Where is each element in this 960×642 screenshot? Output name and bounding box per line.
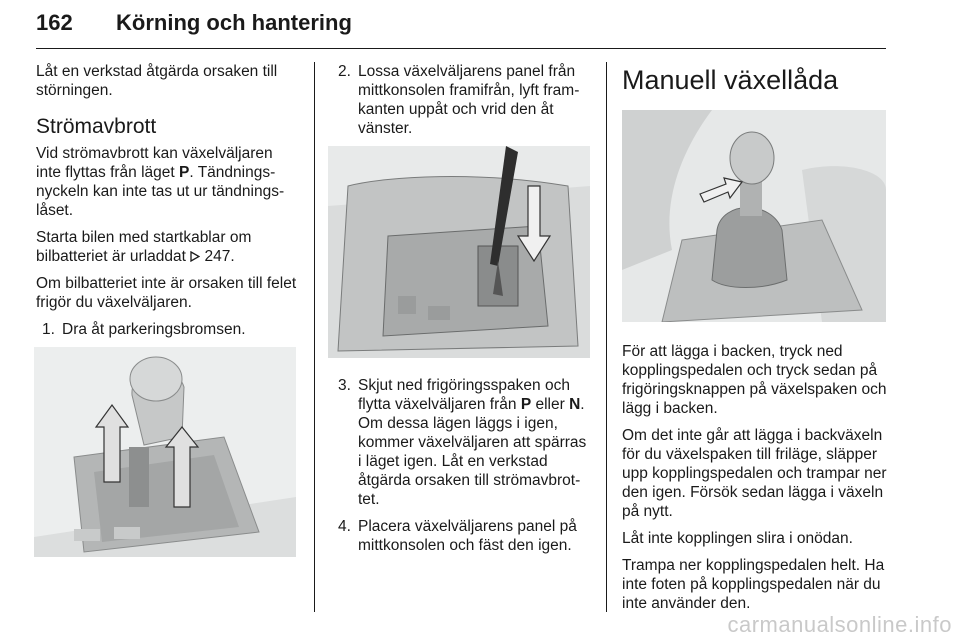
- illustration-parking-brake: [34, 347, 296, 557]
- reverse-gear-retry-para: Om det inte går att lägga i backväxeln för du växelspaken till friläge, släpper upp kopplingspedalen och trampar ner den igen. Försök sedan lägga i växeln på nytt.: [622, 427, 887, 520]
- column-middle: [332, 62, 594, 563]
- clutch-slip-para: Låt inte kopplingen slira i onödan.: [622, 530, 853, 547]
- illustration-selector-panel: [328, 146, 590, 358]
- header-rule: [36, 48, 886, 49]
- page-number: 162: [36, 10, 73, 35]
- watermark: carmanualsonline.info: [727, 612, 952, 637]
- section-heading-power-failure: Strömavbrott: [36, 115, 157, 138]
- release-selector-para: Om bilbatteriet inte är orsaken till felet frigör du växelväljaren.: [36, 275, 297, 311]
- column-left: [36, 62, 300, 575]
- page-reference[interactable]: 247: [204, 248, 231, 265]
- column-divider-left: [314, 62, 315, 612]
- illustration-manual-gear-lever: [622, 110, 886, 322]
- step-1: 1. Dra åt parkeringsbromsen.: [42, 321, 246, 338]
- triangle-reference-icon: [190, 251, 200, 262]
- jump-start-para: Starta bilen med startkablar om bilbatteriet är urladdat 247.: [36, 229, 252, 265]
- section-heading-manual-gearbox: Manuell växellåda: [622, 65, 839, 95]
- clutch-pedal-para: Trampa ner kopplingspedalen helt. Ha inte foten på kopplingspedalen när du inte använder den.: [622, 557, 885, 612]
- power-failure-para: Vid strömavbrott kan växelväljaren inte flyttas från läget P. Tändningsnyckeln kan inte tas ut ur tändningslåset.: [36, 145, 285, 219]
- column-divider-right: [606, 62, 607, 612]
- step-3: 3. Skjut ned frigöringsspaken och flytta växelväljaren från P eller N. Om dessa lägen läggs i igen, kommer växelväljaren att spärras i läget igen. Låt en verkstad åtgärda orsaken till strömavbrottet.: [338, 377, 587, 508]
- intro-text: Låt en verkstad åtgärda orsaken till störningen.: [36, 63, 278, 99]
- step-4: 4. Placera växelväljarens panel på mittkonsolen och fäst den igen.: [338, 518, 577, 554]
- chapter-title: Körning och hantering: [116, 10, 352, 35]
- reverse-gear-para: För att lägga i backen, tryck ned kopplingspedalen och tryck sedan på frigöringsknappen på växelspaken och lägg i backen.: [622, 343, 887, 417]
- page-header: [36, 6, 886, 46]
- column-right: [622, 62, 888, 621]
- step-2: 2. Lossa växelväljarens panel från mittkonsolen framifrån, lyft framkanten uppåt och vrid den åt vänster.: [338, 63, 580, 137]
